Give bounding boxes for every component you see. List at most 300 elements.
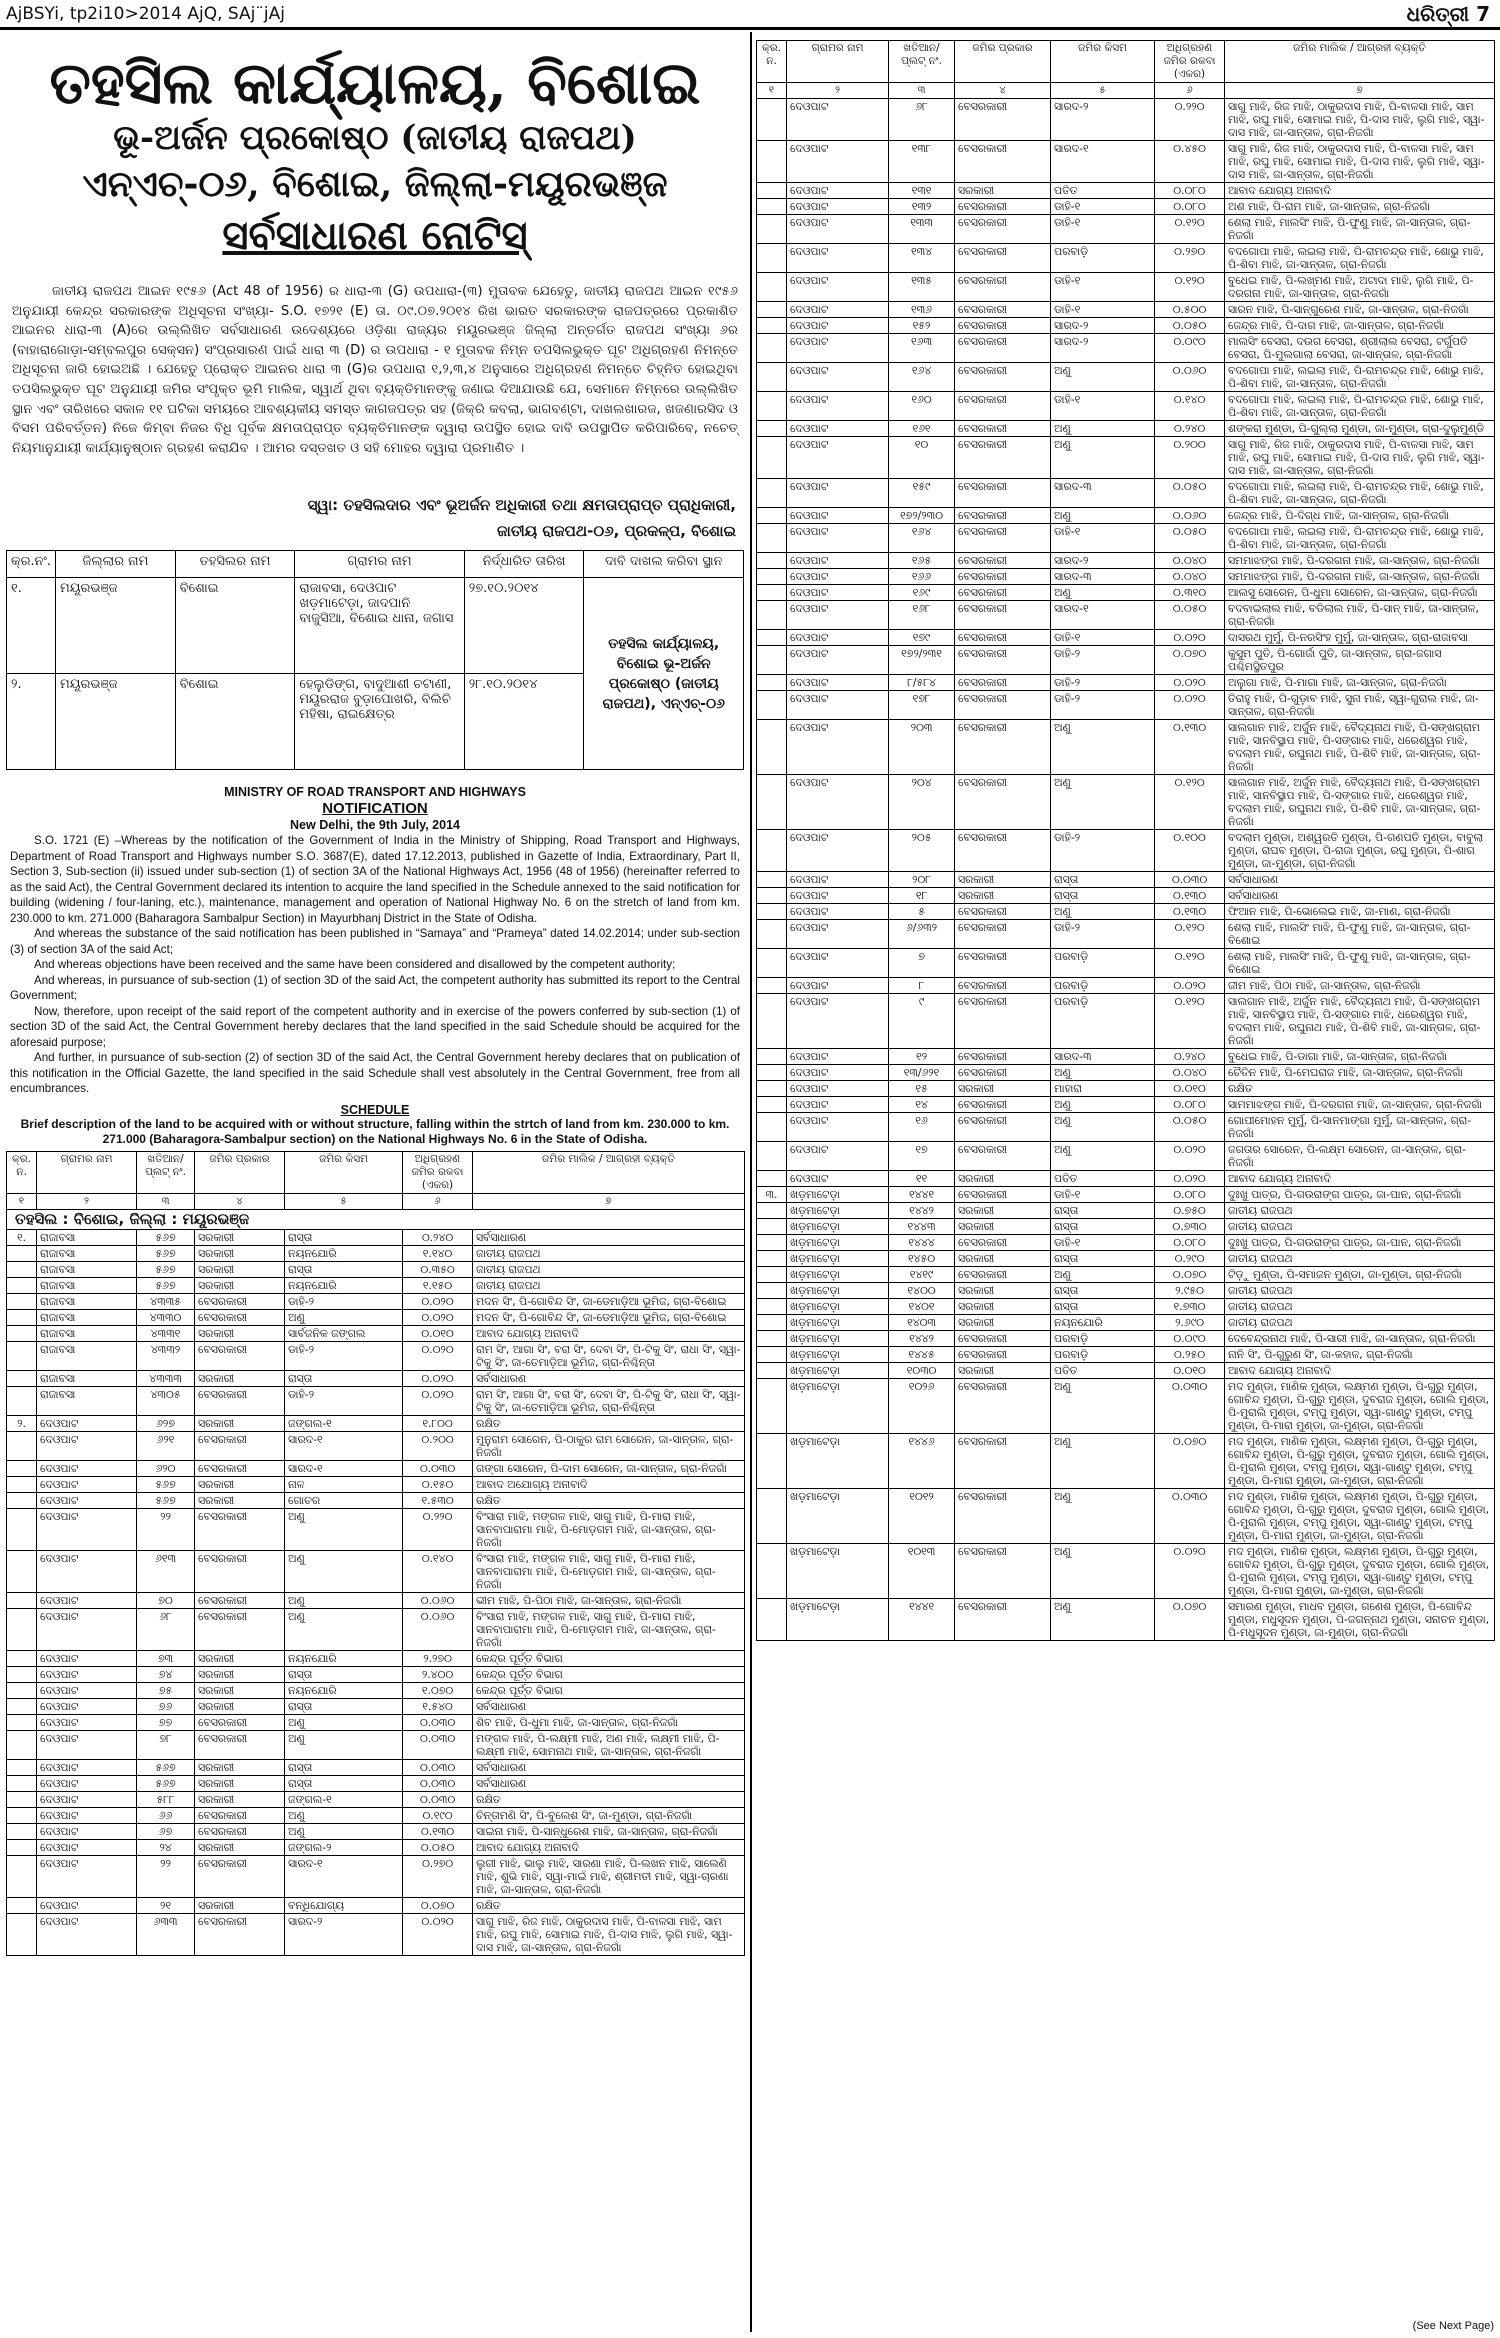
land-row — [757, 1097, 1495, 1113]
row-owner: ସାଇନା ମାଝି, ପି-ସାନ୍‌ଧୁରେଶ ମାଝି, ଜା-ସାନ୍ତାଳ, ଗ୍ରା-ନିଜଗାଁ — [473, 1823, 745, 1839]
row-village: ଦେଓପାଟ — [787, 437, 889, 479]
row-sl — [757, 437, 787, 479]
row-land-type: ସରକାରୀ — [955, 1081, 1051, 1097]
row-village: ରାଜାବସା — [37, 1341, 137, 1370]
row-owner: ଗଙ୍ଗା ସୋରେନ, ପି-ଦାମ ସୋରେନ, ଜା-ସାନ୍ତାଳ, ଗ୍ରା-ନିଜଗାଁ — [473, 1460, 745, 1476]
row-owner: ରକ୍ଷିତ — [473, 1492, 745, 1508]
land-row — [7, 1666, 745, 1682]
row-land-type: ବେସରକାରୀ — [955, 1113, 1051, 1142]
row-sl — [757, 141, 787, 183]
row-owner: ଜେନ୍ଦ୍ର ମାଝି, ପି-ଦାଗ ମାଝି, ଜା-ସାନ୍ତାଳ, ଗ୍ରା-ନିଜଗାଁ — [1225, 318, 1495, 334]
land-row — [7, 1460, 745, 1476]
row-area: ୦.୦୨୦ — [1155, 1142, 1225, 1171]
row-village: ଖଡ଼ମାଟେଡ଼ା — [787, 1599, 889, 1641]
row-land-class: ରାସ୍ତା — [285, 1666, 403, 1682]
land-row — [757, 273, 1495, 302]
row-land-type: ବେସରକାରୀ — [195, 1508, 285, 1550]
land-row — [757, 1203, 1495, 1219]
notification-paragraph: And whereas the substance of the said notification has been published in “Samaya” and “Prameya” dated 14.02.2014; under sub-section (3) of section 3A of the said Act; — [10, 927, 740, 956]
row-plot: ୧୩୧ — [889, 183, 955, 199]
row-owner: ସର୍ବସାଧାରଣ — [473, 1775, 745, 1791]
row-area: ୦.୦୬୦ — [403, 1592, 473, 1608]
row-owner: ରାମ ସିଂ, ଆଗା ସିଂ, ବରା ସିଂ, ଦେବା ସିଂ, ପି-ଟିକୁ ସିଂ, ରାଧା ସିଂ, ସ୍ୱା-ଟିକୁ ସିଂ, ଜା-ତେମାଡ଼ିଆ ଭୂମିଜ, ଗ୍ରା-ନିଶ୍ଚିନ୍ତା — [473, 1386, 745, 1415]
row-land-type: ବେସରକାରୀ — [955, 334, 1051, 363]
row-area: ୦.୦୨୦ — [1155, 630, 1225, 646]
row-sl — [7, 1897, 37, 1913]
row-sl — [757, 920, 787, 949]
row-land-type: ବେସରକାରୀ — [195, 1608, 285, 1650]
row-owner: ଶିବ ମାଝି, ପି-ଧୁମା ମାଝି, ଜା-ସାନ୍ତାଳ, ଗ୍ରା-ନିଜଗାଁ — [473, 1714, 745, 1730]
ministry-heading: MINISTRY OF ROAD TRANSPORT AND HIGHWAYS — [224, 785, 526, 799]
row-plot: ୧୩୪ — [889, 244, 955, 273]
land-row — [757, 888, 1495, 904]
row-sl — [7, 1261, 37, 1277]
row-land-class: ଜଙ୍ଗଲ-୧ — [285, 1791, 403, 1807]
row-area: ୧.୧୫୦ — [403, 1277, 473, 1293]
row-sl — [757, 904, 787, 920]
row-area: ୦.୦୭୦ — [1155, 1599, 1225, 1641]
row-sl — [7, 1370, 37, 1386]
page-label: ଧରିତ୍ରୀ 7 — [1406, 2, 1490, 26]
hearing-table — [6, 550, 744, 770]
row-owner: ମାଲସିଂ ବେସରା, ଦଉଗ ବେସରା, ଶ୍ରୀଲାଲ ବେସରା, ଟର୍ଗୁପତି ବେସରା, ପି-ମୁଲଗାଲା ବେସରା, ଜା-ସାନ୍ତାଳ, ଗ୍ରା-ନିଜଗାଁ — [1225, 334, 1495, 363]
land-row — [757, 199, 1495, 215]
row-land-class: ଡାହି-୧ — [1051, 215, 1155, 244]
land-row — [757, 421, 1495, 437]
row-plot: ୧୪୪୫ — [889, 1347, 955, 1363]
row-land-type: ବେସରକାରୀ — [955, 1049, 1051, 1065]
row-area: ୦.୦୪୦ — [1155, 1065, 1225, 1081]
land-row — [757, 601, 1495, 630]
row-area: ୦.୦୩୦ — [403, 1730, 473, 1759]
row-land-type: ବେସରକାରୀ — [955, 1187, 1051, 1203]
land-col-num: ୩ — [889, 83, 955, 99]
row-sl — [7, 1492, 37, 1508]
row-village: ଦେଓପାଟ — [787, 1113, 889, 1142]
row-area: ୦.୦୮୦ — [1155, 1187, 1225, 1203]
row-land-class: ରାସ୍ତା — [1051, 1203, 1155, 1219]
row-area: ୦.୦୭୦ — [1155, 1267, 1225, 1283]
row-area: ୦.୨୫୦ — [1155, 1347, 1225, 1363]
row-owner: ଫିଆନ ମାଝି, ପି-ଭୋଲେଇ ମାଝି, ଜା-ମାଣ, ଗ୍ରା-ନିଜଗାଁ — [1225, 904, 1495, 920]
row-area: ୦.୧୨୦ — [1155, 994, 1225, 1049]
land-row — [757, 302, 1495, 318]
land-row — [7, 1823, 745, 1839]
row-land-type: ବେସରକାରୀ — [955, 1544, 1051, 1599]
row-sl — [757, 1219, 787, 1235]
row-owner: ମଦନ ସିଂ, ପି-ଗୋବିନ୍ଦ ସିଂ, ଜା-ଡେମାଡ଼ିଆ ଭୂମିଜ, ଗ୍ରା-ବିଶୋଇ — [473, 1309, 745, 1325]
row-land-class: ରାସ୍ତା — [285, 1759, 403, 1775]
row-plot: ୧୫୨ — [889, 318, 955, 334]
row-owner: ରାମ ସିଂ, ଆଗା ସିଂ, ବରା ସିଂ, ଦେବା ସିଂ, ପି-ଟିକୁ ସିଂ, ରାଧା ସିଂ, ସ୍ୱା-ଟିକୁ ସିଂ, ଜା-ତେମାଡ଼ିଆ ଭୂମିଜ, ଗ୍ରା-ନିଶ୍ଚିନ୍ତା — [473, 1341, 745, 1370]
land-row — [757, 1113, 1495, 1142]
row-owner: ମୁନୁରାମ ସୋରେନ, ପି-ଠାକୁର ରାମ ସୋରେନ, ଜା-ସାନ୍ତାଳ, ଗ୍ରା-ନିଜଗାଁ — [473, 1431, 745, 1460]
row-owner: ରକ୍ଷିତ — [1225, 1081, 1495, 1097]
row-area: ୦.୩୫୦ — [403, 1261, 473, 1277]
row-owner: ଟିଡ଼ୁ ମୁଣ୍ଡା, ପି-ସମାଜନ ମୁଣ୍ଡା, ଜା-ମୁଣ୍ଡା, ଗ୍ରା-ନିଜଗାଁ — [1225, 1267, 1495, 1283]
row-village: ଦେଓପାଟ — [37, 1492, 137, 1508]
row-village: ଦେଓପାଟ — [787, 601, 889, 630]
row-land-class: ସାରଦ-୧ — [285, 1855, 403, 1897]
row-village: ଦେଓପାଟ — [787, 141, 889, 183]
row-owner: ଜେନ୍ଦ୍ର ମାଝି, ପି-ଦିଗ୍ଧ ମାଝି, ଜା-ସାନ୍ତାଳ, ଗ୍ରା-ନିଜଗାଁ — [1225, 508, 1495, 524]
row-land-class: ଅଣୁ — [285, 1592, 403, 1608]
row-land-type: ସରକାରୀ — [195, 1759, 285, 1775]
hearing-header: ତହସିଲର ନାମ — [175, 551, 295, 578]
row-land-class: ସାରଦ-୧ — [1051, 601, 1155, 630]
row-area: ୧.୭୩୦ — [1155, 1299, 1225, 1315]
row-owner: ଭୀମ ମାଝି, ପି-ପିଠା ମାଝି, ଜା-ସାନ୍ତାଳ, ଗ୍ରା-ନିଜଗାଁ — [473, 1592, 745, 1608]
row-owner: ଶେଲା ମାଝି, ମାଲସିଂ ମାଝି, ପି-ଫୁଣୁ ମାଝି, ଜା-ସାନ୍ତାଳ, ଗ୍ରା-ନିଜଗାଁ — [1225, 215, 1495, 244]
row-area: ୦.୧୨୦ — [1155, 920, 1225, 949]
row-land-class: ଡାହି-୨ — [1051, 675, 1155, 691]
land-row — [7, 1650, 745, 1666]
row-land-type: ବେସରକାରୀ — [195, 1823, 285, 1839]
land-row — [757, 1434, 1495, 1489]
row-village: ଦେଓପାଟ — [787, 215, 889, 244]
hearing-office: ତହସିଲ କାର୍ଯ୍ୟାଳୟ, ବିଶୋଇ ଭୂ-ଅର୍ଜନ ପ୍ରକୋଷ୍ଠ (ଜାତୀୟ ରାଜପଥ), ଏନ୍‌ଏଚ୍‌-୦୬ — [584, 578, 744, 770]
hearing-district: ମୟୂରଭଞ୍ଜ — [56, 578, 176, 674]
row-village: ଦେଓପାଟ — [37, 1839, 137, 1855]
row-plot: ୪୩୩୫ — [137, 1293, 195, 1309]
row-owner: ଜାତୀୟ ରାଜପଥ — [1225, 1299, 1495, 1315]
row-plot: ୧୪୦୧ — [889, 1299, 955, 1315]
row-sl — [757, 334, 787, 363]
row-sl — [757, 363, 787, 392]
row-plot: ୫୬୭ — [137, 1245, 195, 1261]
land-row — [7, 1325, 745, 1341]
row-sl — [757, 830, 787, 872]
land-header: ଖତିଆନ/ ପ୍ଲଟ୍ ନଂ. — [137, 1151, 195, 1193]
row-owner: ଆବାଦ ଯୋଗ୍ୟ ଅନାବାଦି — [473, 1839, 745, 1855]
row-plot: ୧୪୫୦ — [889, 1251, 955, 1267]
row-area: ୦.୦୬୦ — [403, 1608, 473, 1650]
row-owner: କୁସୁମ ପୁତି, ପି-ଗୋର୍ଜା ପୁତି, ଜା-ସାନ୍ତାଳ, ଗ୍ରା-ଜଗାସ ପଶ୍ଚିମସ୍ଥିତପୁର — [1225, 646, 1495, 675]
row-land-type: ବେସରକାରୀ — [955, 720, 1051, 775]
row-owner: ସମମାଝଙ୍ଗ ମାଝି, ପି-ଦରଗନା ମାଝି, ଜା-ସାନ୍ତାଳ, ଗ୍ରା-ନିଜଗାଁ — [1225, 553, 1495, 569]
row-land-type: ସରକାରୀ — [195, 1666, 285, 1682]
row-sl — [757, 553, 787, 569]
row-plot: ୧୫ — [889, 1081, 955, 1097]
land-row — [7, 1261, 745, 1277]
row-plot: ୧୭୮ — [889, 691, 955, 720]
row-land-type: ବେସରକାରୀ — [955, 508, 1051, 524]
row-land-class: ଅଣୁ — [1051, 363, 1155, 392]
row-land-class: ଅଣୁ — [1051, 904, 1155, 920]
row-area: ୦.୦୩୦ — [1155, 872, 1225, 888]
row-area: ୦.୦୨୦ — [403, 1341, 473, 1370]
row-plot: ୪୩୩୧ — [137, 1325, 195, 1341]
row-plot: ୧୪୦୦ — [889, 1283, 955, 1299]
row-plot: ୧୪୧୯ — [889, 1267, 955, 1283]
land-header: ଜମିର ମାଲିକ / ଆଗ୍ରହୀ ବ୍ୟକ୍ତି — [1225, 41, 1495, 83]
row-area: ୦.୦୮୦ — [1155, 199, 1225, 215]
row-area: ୦.୦୫୦ — [1155, 1113, 1225, 1142]
land-col-num: ୭ — [1225, 83, 1495, 99]
land-header: ଗ୍ରାମର ନାମ — [787, 41, 889, 83]
row-plot: ୧୬୪ — [889, 524, 955, 553]
row-land-class: ଡାହି-୨ — [1051, 830, 1155, 872]
row-plot: ୮ — [889, 978, 955, 994]
row-owner: ଜାତୀୟ ରାଜପଥ — [473, 1245, 745, 1261]
row-sl — [757, 1267, 787, 1283]
row-area: ୦.୦୪୦ — [1155, 553, 1225, 569]
column-divider — [750, 32, 752, 2332]
row-owner: ଚୈତିନ ମାଝି, ପି-ମେଘରାଜ ମାଝି, ଜା-ସାନ୍ତାଳ, ଗ୍ରା-ନିଜଗାଁ — [1225, 1065, 1495, 1081]
row-village: ଦେଓପାଟ — [787, 1171, 889, 1187]
row-village: ଖଡ଼ମାଟେଡ଼ା — [787, 1251, 889, 1267]
row-plot: ୧୬ — [889, 1113, 955, 1142]
row-land-type: ସରକାରୀ — [955, 1203, 1051, 1219]
land-column-numbers — [7, 1193, 745, 1209]
row-area: ୦.୦୨୦ — [403, 1309, 473, 1325]
row-land-class: ଡାହି-୧ — [1051, 392, 1155, 421]
land-row — [757, 630, 1495, 646]
row-sl — [7, 1682, 37, 1698]
row-land-type: ବେସରକାରୀ — [955, 1331, 1051, 1347]
row-land-class: ଅଣୁ — [285, 1823, 403, 1839]
row-area: ୦.୧୨୦ — [1155, 949, 1225, 978]
row-sl — [7, 1386, 37, 1415]
row-village: ଖଡ଼ମାଟେଡ଼ା — [787, 1379, 889, 1434]
row-owner: ଆଲସୁ ସୋରେନ, ପି-ଧୁମା ସୋରେନ, ଜା-ସାନ୍ତାଳ, ଗ୍ରା-ନିଜଗାଁ — [1225, 585, 1495, 601]
land-row — [7, 1431, 745, 1460]
row-area: ୨.୬୯୦ — [1155, 1315, 1225, 1331]
row-plot: ୧୩୨ — [889, 199, 955, 215]
row-owner: ବଦଗୋପା ମାଝି, ଲଇଲା ମାଝି, ପି-ରାମଚନ୍ଦ୍ର ମାଝି, ଶୋଭୁ ମାଝି, ପି-ଶିବା ମାଝି, ଜା-ସାନ୍ତାଳ, ଗ୍ରା-ନିଜଗାଁ — [1225, 363, 1495, 392]
row-village: ଦେଓପାଟ — [787, 363, 889, 392]
row-area: ୦.୦୭୦ — [1155, 1434, 1225, 1489]
row-area: ୦.୨୨୦ — [403, 1508, 473, 1550]
hearing-header: ଗ୍ରାମର ନାମ — [295, 551, 464, 578]
row-sl — [757, 1599, 787, 1641]
land-row — [757, 1267, 1495, 1283]
row-plot: ୧୪୦୩ — [889, 1315, 955, 1331]
row-sl — [7, 1855, 37, 1897]
row-village: ଦେଓପାଟ — [37, 1508, 137, 1550]
row-village: ଦେଓପାଟ — [37, 1682, 137, 1698]
row-village: ଦେଓପାଟ — [37, 1897, 137, 1913]
row-village: ଖଡ଼ମାଟେଡ଼ା — [787, 1203, 889, 1219]
row-sl — [7, 1730, 37, 1759]
row-owner: ଆବାଦ ଯୋଗ୍ୟ ଅନାବାଦି — [473, 1325, 745, 1341]
row-owner: ନାନି ସିଂ, ପି-ଗୁରୁଣ ସିଂ, ଜା-କହାଳ, ଗ୍ରା-ନିଜଗାଁ — [1225, 1347, 1495, 1363]
row-land-class: ସାରଦ-୨ — [1051, 553, 1155, 569]
row-land-type: ବେସରକାରୀ — [195, 1592, 285, 1608]
row-land-class: ଅଣୁ — [1051, 508, 1155, 524]
row-village: ଦେଓପାଟ — [37, 1550, 137, 1592]
notice-body: ଜାତୀୟ ରାଜପଥ ଆଇନ ୧୯୫୬ (Act 48 of 1956) ର ଧାରା-୩ (G) ଉପଧାରା-(୩) ମୁତାବକ ଯେହେତୁ, ଜାତୀୟ ରାଜପଥ ଆଇନ ୧୯୫୬ ଅନୁଯାୟୀ କେନ୍ଦ୍ର ସରକାରଙ୍କ ଅଧିସୂଚନା ସଂଖ୍ୟା- S.O. ୧୭୨୧ (E) ତା. ୦୯.୦୭.୨୦୧୪ ରିଖ ଭାରତ ସରକାରଙ୍କ ରାଜପତ୍ରରେ ପ୍ରକାଶିତ ଆଇନର ଧାରା-୩ (A)ରେ ଉଲ୍ଲିଖିତ ସର୍ବସାଧାରଣ ଉଦେଶ୍ୟରେ ଓଡ଼ିଶା ରାଜ୍ୟର ମୟୂରଭଞ୍ଜ ଜିଲ୍ଲା ଅନ୍ତର୍ଗତ ରାଜପଥ ସଂଖ୍ୟା ୬ର (ବାହାରାଗୋଡ଼ା-ସମ୍ବଲପୁର ସେକ୍ସନ) ସଂପ୍ରସାରଣ ପାଇଁ ଧାରା ୩ (D) ର ଉପଧାରା - ୧ ମୁତାବକ ନିମ୍ନ ତପସିଲଭୁକ୍ତ ଘୂଟ ଅଧିଗ୍ରହଣ ନିମନ୍ତେ ଅଧିସୂଚନା ଜାରି ହୋଇଅଛି । ଯେହେତୁ ପ୍ରୋକ୍ତ ଆଇନର ଧାରା ୩ (G)ର ଉପଧାରା ୧,୨,୩,୪ ଅନୁସାରେ ଅଧିଗ୍ରହଣ ନିମନ୍ତେ ଚିହ୍ନିତ ହୋଇଥିବା ତପସିଲଭୁକ୍ତ ଘୂଟ ଅନୁଯାୟୀ ଜମିର ସଂପୃକ୍ତ ଭୂମି ମାଲିକ, ସ୍ୱାର୍ଥ ଥିବା ବ୍ୟକ୍ତିମାନଙ୍କୁ ଜଣାଇ ଦିଆଯାଉଛି ଯେ, ସେମାନେ ନିମ୍ନରେ ଉଲ୍ଲିଖିତ ସ୍ଥାନ ଏବଂ ତାରିଖରେ ସକାଳ ୧୧ ଘଟିକା ସମୟରେ ଆବଶ୍ୟକୀୟ ସମସ୍ତ କାଗଜପତ୍ର ସହ (ଜିକ୍ରି କବଲା, ଭାଗବଣ୍ଟା, ଦାଖଲଖାରଜ, ଖଜଣାରସିଦ ଓ ବିସମ ପରିବର୍ତ୍ତନ) ନିଜେ କିମ୍ବା ନିଜର ବିଧି ପୂର୍ବକ କ୍ଷମତାପ୍ରାପ୍ତ ବ୍ୟକ୍ତିମାନଙ୍କ ଦ୍ୱାରା ଉପସ୍ଥିତ ହୋଇ ଦାବି ଉପସ୍ଥାପିତ କରିପାରିବେ, ନଚେତ୍ ନିୟମାନୁଯାୟୀ କାର୍ଯ୍ୟାନୁଷ୍ଠାନ ଗ୍ରହଣ କରାଯିବ । ଆମର ଦସ୍ତଖତ ଓ ସହି ମୋହର ଦ୍ୱାରା ପ୍ରମାଣିତ । — [12, 284, 738, 456]
row-owner: ସାଲଗାନ ମାଝି, ଅର୍ଜୁନ ମାଝି, ବୈଦ୍ୟନାଥ ମାଝି, ପି-ସଙ୍ଖଗ୍ରାମ ମାଝି, ସାନବିସ୍ଥାପ ମାଝି, ପି-ସଙ୍ଗାର ମାଝି, ଧରେଶ୍ୱର ମାଝି, ବଦଲାମ ମାଝି, ରଘୁନାଥ ମାଝି, ପି-ଶିବି ମାଝି, ଜା-ସାନ୍ତାଳ, ଗ୍ରା-ନିଜଗାଁ — [1225, 775, 1495, 830]
row-area: ୦.୦୨୦ — [1155, 1544, 1225, 1599]
row-plot: ୧୦୧୨ — [889, 1489, 955, 1544]
row-plot: ୧୬୪ — [889, 363, 955, 392]
row-sl — [757, 1363, 787, 1379]
row-land-type: ବେସରକାରୀ — [955, 1142, 1051, 1171]
row-owner: ମଦନ ସିଂ, ପି-ଗୋବିନ୍ଦ ସିଂ, ଜା-ଡେମାଡ଼ିଆ ଭୂମିଜ, ଗ୍ରା-ବିଶୋଇ — [473, 1293, 745, 1309]
row-village: ଦେଓପାଟ — [37, 1431, 137, 1460]
row-land-class: ସାରଦ-୩ — [1051, 479, 1155, 508]
hearing-date: ୨୭.୧୦.୨୦୧୪ — [464, 578, 584, 674]
row-village: ଦେଓପାଟ — [787, 479, 889, 508]
row-sl — [757, 479, 787, 508]
land-row — [757, 1544, 1495, 1599]
row-village: ଖଡ଼ମାଟେଡ଼ା — [787, 1267, 889, 1283]
row-owner: ଦୁଃଖୁ ପାତ୍ର, ପି-ଗଉରାଙ୍ଗ ପାତ୍ର, ଜା-ପାନ, ଗ୍ରା-ନିଜଗାଁ — [1225, 1187, 1495, 1203]
land-col-num: ୬ — [403, 1193, 473, 1209]
row-sl — [757, 675, 787, 691]
row-plot: ୧୬୩ — [889, 334, 955, 363]
notice-subtitle-3: ସର୍ବସାଧାରଣ ନୋଟିସ୍ — [222, 212, 528, 259]
row-land-type: ସରକାରୀ — [955, 1299, 1051, 1315]
row-plot: ୧୪୪୬ — [889, 1434, 955, 1489]
row-sl — [7, 1666, 37, 1682]
row-area: ୦.୨୪୦ — [1155, 1049, 1225, 1065]
hearing-header: ଜିଲ୍ଲାର ନାମ — [56, 551, 176, 578]
row-owner: ତିରାହୁ ମାଝି, ପି-ଗୁଡ଼ାବ ମାଝି, ସୁନା ମାଝି, ସ୍ୱା-ଗୁରାଲ ମାଝି, ଜା-ସାନ୍ତାଳ, ଗ୍ରା-ନିଜଗାଁ — [1225, 691, 1495, 720]
notification-body — [6, 833, 744, 1097]
row-sl — [757, 1065, 787, 1081]
row-land-class: ପରବାଡ଼ି — [1051, 1331, 1155, 1347]
row-owner: ବୁଧେଇ ମାଝି, ପି-ଲଖ୍ମଣ ମାଝି, ଅଟାଦା ମାଝି, ଲୁଗି ମାଝି, ପି-ଦରଗନା ମାଝି, ଜା-ସାନ୍ତାଳ, ଗ୍ରା-ନିଜଗାଁ — [1225, 273, 1495, 302]
row-land-class: ଅଣୁ — [1051, 1379, 1155, 1434]
row-land-class: ସାର୍ବଜନିକ ଜଙ୍ଗଲ — [285, 1325, 403, 1341]
land-row — [757, 479, 1495, 508]
notification-paragraph: And whereas objections have been received and the same have been considered and disallowed by the competent authority; — [34, 958, 676, 971]
row-land-type: ବେସରକାରୀ — [195, 1714, 285, 1730]
row-owner: ଚିନ୍ତାମଣି ସିଂ, ପି-ବୁଲେଶ ସିଂ, ଜା-ମୁଣ୍ଡା, ଗ୍ରା-ନିଜଗାଁ — [473, 1807, 745, 1823]
row-area: ୦.୧୪୦ — [403, 1550, 473, 1592]
row-plot: ୬୭ — [137, 1823, 195, 1839]
land-row — [7, 1293, 745, 1309]
row-land-type: ବେସରକାରୀ — [955, 244, 1051, 273]
row-area: ୦.୦୨୦ — [403, 1293, 473, 1309]
row-owner: ବିଂସାରା ମାଝି, ମଙ୍ଗଳ ମାଝି, ସାଗୁ ମାଝି, ପି-ମାରା ମାଝି, ସାନବାପାରାମା ମାଝି, ପି-ମୋଡ଼ଗମ ମାଝି, ଜା-ସାନ୍ତାଳ, ଗ୍ରା-ନିଜଗାଁ — [473, 1508, 745, 1550]
row-sl — [757, 720, 787, 775]
land-row — [7, 1415, 745, 1431]
land-row — [757, 141, 1495, 183]
land-row — [7, 1550, 745, 1592]
row-sl — [757, 601, 787, 630]
row-village: ଦେଓପାଟ — [787, 775, 889, 830]
row-land-class: ସାରଦ-୨ — [1051, 99, 1155, 141]
row-sl — [7, 1608, 37, 1650]
land-row — [757, 720, 1495, 775]
notification-date: New Delhi, the 9th July, 2014 — [290, 818, 460, 832]
row-area: ୦.୦୭୦ — [1155, 646, 1225, 675]
row-owner: ମଦ ମୁଣ୍ଡା, ମାଣିକ ମୁଣ୍ଡା, ଲକ୍ଷ୍ମଣ ମୁଣ୍ଡା, ପି-ଗୁରୁ ମୁଣ୍ଡା, ଗୋବିନ୍ଦ ମୁଣ୍ଡା, ପି-ଗୁରୁ ମୁଣ୍ଡା, ଦୁବରାଜ ମୁଣ୍ଡା, ଗୋଲି ମୁଣ୍ଡା, ପି-ମୁରାଲି ମୁଣ୍ଡା, ଟମ୍ପୁ ମୁଣ୍ଡା, ସ୍ୱା-ଗାଣ୍ଟୁ ମୁଣ୍ଡା, ଟମ୍ପୁ ମୁଣ୍ଡା, ପି-ମାରା ମୁଣ୍ଡା, ଜା-ମୁଣ୍ଡା, ଗ୍ରା-ନିଜଗାଁ — [1225, 1434, 1495, 1489]
row-sl — [757, 994, 787, 1049]
row-area: ୦.୦୫୦ — [1155, 479, 1225, 508]
row-village: ଦେଓପାଟ — [787, 273, 889, 302]
row-land-class: ସାରଦ-୧ — [285, 1431, 403, 1460]
row-sl — [7, 1476, 37, 1492]
row-land-class: ରାସ୍ତା — [285, 1261, 403, 1277]
row-plot: ୨୧ — [137, 1897, 195, 1913]
row-owner: କେନ୍ଦ୍ର ପୂର୍ତ୍ତ ବିଭାଗ — [473, 1666, 745, 1682]
row-area: ୦.୧୩୦ — [1155, 720, 1225, 775]
row-land-class: ଅଣୁ — [1051, 1544, 1155, 1599]
row-area: ୦.୧୩୦ — [403, 1823, 473, 1839]
row-area: ୦.୧୫୦ — [403, 1476, 473, 1492]
land-col-num: ୩ — [137, 1193, 195, 1209]
row-land-class: ପରବାଡ଼ି — [1051, 994, 1155, 1049]
row-sl: ୧. — [7, 1229, 37, 1245]
row-owner: ରକ୍ଷିତ — [473, 1791, 745, 1807]
row-owner: ଆବାଦ ଅଯୋଗ୍ୟ ଅନାବାଦି — [473, 1476, 745, 1492]
row-land-type: ବେସରକାରୀ — [195, 1913, 285, 1955]
row-sl — [757, 775, 787, 830]
row-land-type: ବେସରକାରୀ — [955, 830, 1051, 872]
land-row — [757, 994, 1495, 1049]
row-land-type: ବେସରକାରୀ — [955, 392, 1051, 421]
row-land-type: ସରକାରୀ — [195, 1698, 285, 1714]
land-row — [7, 1791, 745, 1807]
row-sl — [7, 1592, 37, 1608]
row-owner: ଜାତୀୟ ରାଜପଥ — [1225, 1251, 1495, 1267]
row-area: ୦.୨୭୦ — [1155, 244, 1225, 273]
row-owner: ବଦଗୋପା ମାଝି, ଲଇଲା ମାଝି, ପି-ରାମଚନ୍ଦ୍ର ମାଝି, ଶୋଭୁ ମାଝି, ପି-ଶିବା ମାଝି, ଜା-ସାନ୍ତାଳ, ଗ୍ରା-ନିଜଗାଁ — [1225, 479, 1495, 508]
row-owner: ଜାତୀୟ ରାଜପଥ — [1225, 1219, 1495, 1235]
edition-code: AjBSYi, tp2i10>2014 AjQ, SAj¨jAj — [6, 4, 285, 24]
row-land-type: ବେସରକାରୀ — [955, 949, 1051, 978]
land-row — [7, 1229, 745, 1245]
row-land-type: ବେସରକାରୀ — [195, 1550, 285, 1592]
row-plot: ୧୦୨୬ — [889, 1379, 955, 1434]
row-land-type: ସରକାରୀ — [195, 1775, 285, 1791]
row-sl — [757, 1347, 787, 1363]
row-area: ୦.୦୨୦ — [403, 1386, 473, 1415]
row-village: ଦେଓପାଟ — [787, 691, 889, 720]
schedule-title: SCHEDULE — [340, 1102, 410, 1117]
row-sl — [757, 1379, 787, 1434]
row-village: ଦେଓପାଟ — [787, 569, 889, 585]
row-village: ଦେଓପାଟ — [37, 1913, 137, 1955]
row-land-class: ରାସ୍ତା — [1051, 872, 1155, 888]
row-area: ୦.୧୨୦ — [1155, 775, 1225, 830]
row-area: ୦.୦୮୦ — [1155, 1097, 1225, 1113]
land-row — [757, 1299, 1495, 1315]
row-land-class: ଡାହି-୧ — [1051, 630, 1155, 646]
row-owner: ବଦଲାମ ମୁଣ୍ଡା, ଅଶ୍ୱରତି ମୁଣ୍ଡା, ପି-ଗଣପତି ମୁଣ୍ଡା, ବାବୁଲା ମୁଣ୍ଡା, ରାଘବ ମୁଣ୍ଡା, ପି-ରାଜା ମୁଣ୍ଡା, ରଘୁ ମୁଣ୍ଡା, ପି-ଶାଗ ମୁଣ୍ଡା, ଜା-ମୁଣ୍ଡା, ଗ୍ରା-ନିଜଗାଁ — [1225, 830, 1495, 872]
row-village: ରାଜାବସା — [37, 1261, 137, 1277]
row-village: ଦେଓପାଟ — [787, 302, 889, 318]
row-area: ୦.୦୯୦ — [1155, 334, 1225, 363]
row-village: ଦେଓପାଟ — [37, 1714, 137, 1730]
row-owner: ଆବାଦ ଯୋଗ୍ୟ ଅନାବାଦି — [1225, 1171, 1495, 1187]
row-village: ଖଡ଼ମାଟେଡ଼ା — [787, 1315, 889, 1331]
row-sl — [757, 1489, 787, 1544]
row-area: ୦.୧୩୦ — [1155, 904, 1225, 920]
row-owner: ସର୍ବସାଧାରଣ — [1225, 888, 1495, 904]
row-village: ଖଡ଼ମାଟେଡ଼ା — [787, 1434, 889, 1489]
row-plot: ୧୨ — [889, 1049, 955, 1065]
row-land-class: ରାସ୍ତା — [1051, 888, 1155, 904]
row-land-class: ଅଣୁ — [1051, 775, 1155, 830]
row-land-class: ସାରଦ-୨ — [285, 1913, 403, 1955]
row-owner: ବଦବାଇଲାଲ ମାଝି, ବଡିଲାଲ ମାଝି, ପି-ସାନ୍‌ ମାଝି, ଜା-ସାନ୍ତାଳ, ଗ୍ରା-ନିଜଗାଁ — [1225, 601, 1495, 630]
land-col-num: ୨ — [787, 83, 889, 99]
hearing-header: ନିର୍ଦ୍ଧାରିତ ତାରିଖ — [464, 551, 584, 578]
hearing-district: ମୟୂରଭଞ୍ଜ — [56, 674, 176, 770]
row-area: ୨.୨୭୦ — [403, 1650, 473, 1666]
row-land-class: ସାରଦ-୨ — [1051, 334, 1155, 363]
row-land-type: ବେସରକାରୀ — [955, 273, 1051, 302]
row-land-type: ସରକାରୀ — [195, 1476, 285, 1492]
row-area: ୦.୦୩୦ — [403, 1714, 473, 1730]
row-plot: ୫୬୭ — [137, 1759, 195, 1775]
row-area: ୦.୦୩୦ — [1155, 1489, 1225, 1544]
